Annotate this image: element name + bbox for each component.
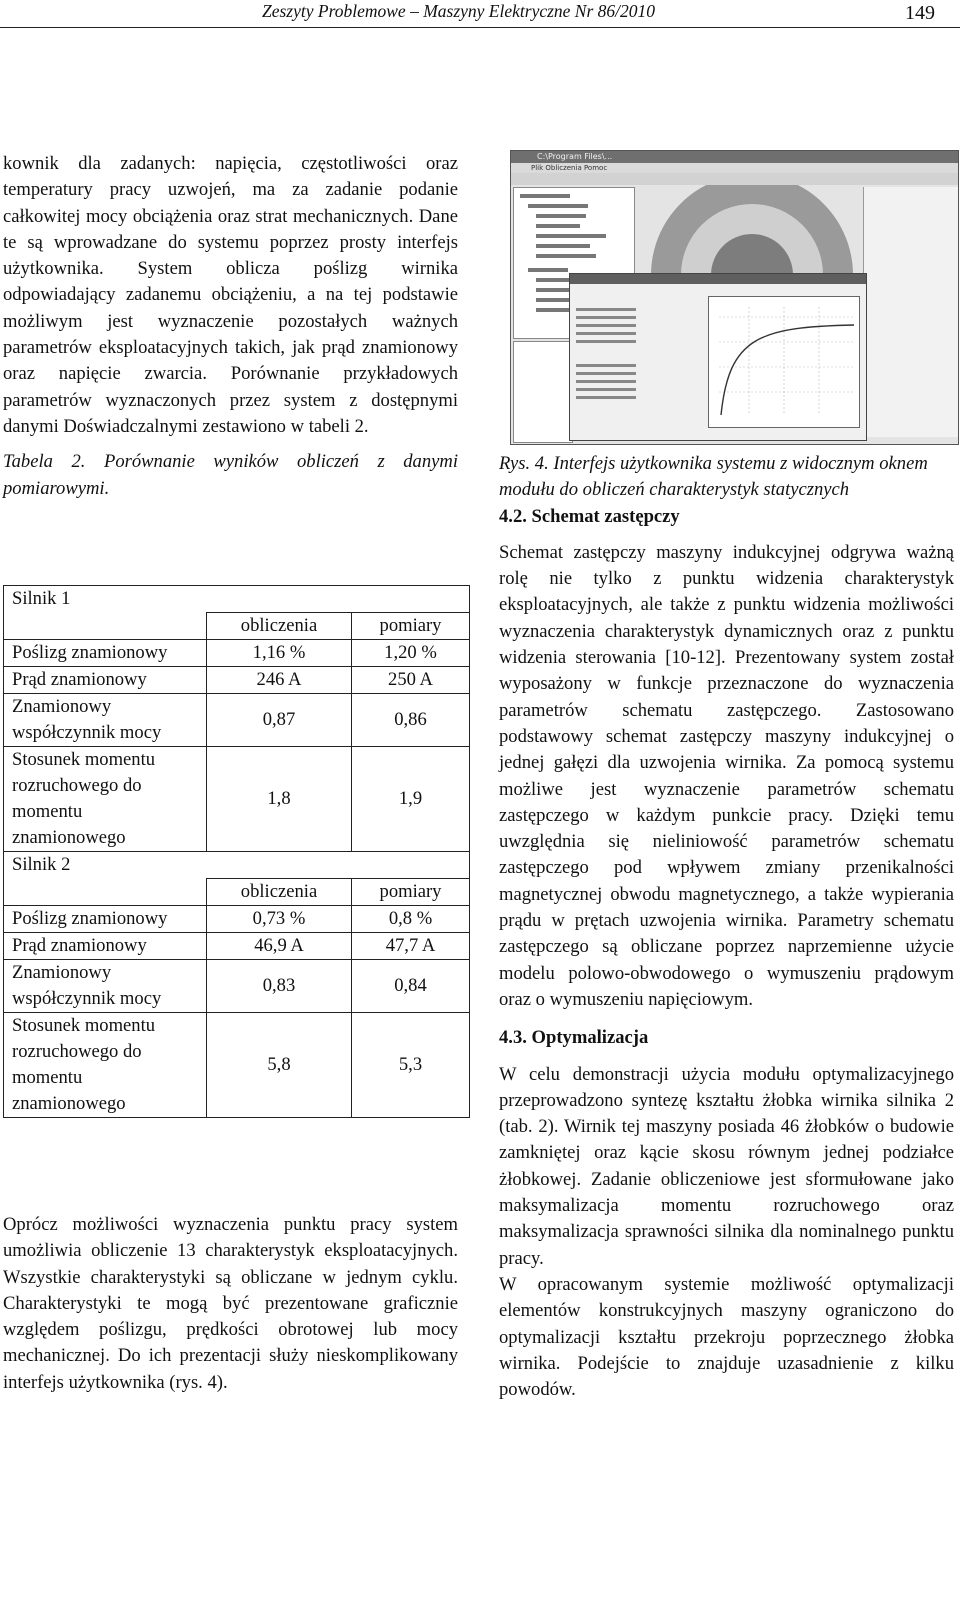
characteristic-curve-icon — [708, 296, 860, 428]
table-caption: Tabela 2. Porównanie wyników obliczeń z danymi pomiarowymi. — [3, 451, 458, 499]
table-row — [4, 747, 470, 852]
equivalent-circuit-paragraph: Schemat zastępczy maszyny indukcyjnej odgrywa ważną rolę nie tylko z punktu widzenia charakterystyk eksploatacyjnych, ale także z punktu widzenia możliwości wyznaczenia charakterystyk dynamicznych oraz z punktu widzenia sterowania [10-12]. Prezentowany system został wyposażony w funkcje przeznaczone do wyznaczenia parametrów schematu zastępczego. Zastosowano podstawowy schemat zastępczy maszyny indukcyjnej o jednej gałęzi dla uzwojenia wirnika. Za pomocą systemu możliwe jest wyznaczenie parametrów schematu zastępczego w każdym punkcie pracy. Dzięki temu uwzględnia się nieliniowość parametrów schematu zastępczego pod wpływem zmiany przenikalności magnetycznej obwodu magnetycznego, a także wypierania prądu w prętach uzwojenia wirnika. Parametry schematu zastępczego są obliczane poprzez naprzemienne użycie modelu polowo-obwodowego o wymuszeniu prądowym oraz o wymuszeniu napięciowym. — [499, 541, 954, 1010]
meas-value: 5,3 — [352, 1013, 470, 1118]
characteristics-paragraph: Oprócz możliwości wyznaczenia punktu pracy system umożliwia obliczenie 13 charakterystyk eksploatacyjnych. Wszystkie charakterystyki są obliczane w jednym cyklu. Charakterystyki te mogą być prezentowane graficznie względem poślizgu, prędkości obrotowej lub mocy mechanicznej. Do ich prezentacji służy nieskomplikowany interfejs użytkownika (rys. 4). — [3, 1214, 458, 1393]
row-label: Poślizg znamionowy — [4, 640, 207, 667]
running-header — [0, 0, 960, 30]
calc-value: 0,73 % — [207, 906, 352, 933]
page-number: 149 — [905, 2, 935, 24]
calc-value: 0,87 — [207, 694, 352, 747]
meas-value: 0,84 — [352, 960, 470, 1013]
journal-title: Zeszyty Problemowe – Maszyny Elektryczne Nr 86/2010 — [262, 1, 656, 21]
row-label: Prąd znamionowy — [4, 667, 207, 694]
table-row — [4, 960, 470, 1013]
meas-value: 250 A — [352, 667, 470, 694]
optimization-paragraph-1: W celu demonstracji użycia modułu optymalizacyjnego przeprowadzono syntezę kształtu żłobka wirnika silnika 2 (tab. 2). Wirnik tej maszyny posiada 46 żłobków o budowie zamkniętej oraz kącie skosu równym jednej podziałce żłobkowej. Zadanie obliczeniowe jest sformułowane jako maksymalizacja momentu rozruchowego oraz maksymalizacja sprawności silnika dla nominalnego punktu pracy. — [499, 1063, 954, 1269]
calc-value: 246 A — [207, 667, 352, 694]
row-label: Poślizg znamionowy — [4, 906, 207, 933]
meas-value: 0,8 % — [352, 906, 470, 933]
optimization-paragraph-2: W opracowanym systemie możliwość optymalizacji elementów konstrukcyjnych maszyny ograniczono do optymalizacji kształtu przekroju poprzecznego żłobka wirnika. Podejście to znajduje uzasadnienie z kilku powodów. — [499, 1273, 954, 1401]
table-row — [4, 667, 470, 694]
row-label: Stosunek momentu rozruchowego do momentu znamionowego — [4, 1013, 207, 1118]
row-label: Stosunek momentu rozruchowego do momentu znamionowego — [4, 747, 207, 852]
app-menubar: Plik Obliczenia Pomoc — [511, 163, 958, 173]
motor-cross-section-icon — [641, 185, 863, 275]
motor1-title: Silnik 1 — [4, 586, 470, 613]
characteristics-dialog[interactable] — [569, 273, 867, 441]
meas-value: 1,9 — [352, 747, 470, 852]
app-toolbar — [511, 173, 958, 185]
motor2-title: Silnik 2 — [4, 852, 470, 879]
meas-value: 47,7 A — [352, 933, 470, 960]
left-column — [3, 151, 458, 502]
row-label: Znamionowy współczynnik mocy — [4, 960, 207, 1013]
col-calc-header: obliczenia — [207, 613, 352, 640]
table-row — [4, 1013, 470, 1118]
header-rule — [0, 27, 960, 28]
table-row — [4, 694, 470, 747]
col-meas-header: pomiary — [352, 879, 470, 906]
col-calc-header: obliczenia — [207, 879, 352, 906]
table-row — [4, 933, 470, 960]
table-row — [4, 640, 470, 667]
meas-value: 1,20 % — [352, 640, 470, 667]
app-titlebar: C:\Program Files\... — [511, 151, 958, 163]
properties-panel[interactable] — [513, 341, 573, 443]
calc-value: 0,83 — [207, 960, 352, 1013]
figure-4-screenshot — [510, 150, 959, 445]
comparison-table — [3, 585, 470, 1118]
calc-value: 1,16 % — [207, 640, 352, 667]
header-blank-cell — [4, 879, 207, 906]
figure-caption: Rys. 4. Interfejs użytkownika systemu z widocznym oknem modułu do obliczeń charakterystyk statycznych — [499, 453, 928, 501]
row-label: Znamionowy współczynnik mocy — [4, 694, 207, 747]
header-blank-cell — [4, 613, 207, 640]
row-label: Prąd znamionowy — [4, 933, 207, 960]
intro-paragraph: kownik dla zadanych: napięcia, częstotliwości oraz temperatury pracy uzwojeń, ma za zadanie podanie całkowitej mocy obciążenia oraz strat mechanicznych. Dane te są wprowadzane do systemu poprzez prosty interfejs użytkownika. System oblicza poślizg wirnika odpowiadający zadanemu obciążeniu, a na tej podstawie możliwym jest wyznaczenie pozostałych ważnych parametrów eksploatacyjnych takich, jak prąd znamionowy oraz napięcie zwarcia. Porównanie przykładowych parametrów wyznaczonych przez system z dostępnymi danymi Doświadczalnymi zestawiono w tabeli 2. — [3, 153, 458, 437]
calc-value: 5,8 — [207, 1013, 352, 1118]
section-4-2-heading: 4.2. Schemat zastępczy — [499, 505, 680, 527]
left-column-bottom — [3, 1212, 458, 1396]
right-column — [499, 451, 954, 1403]
section-4-3-heading: 4.3. Optymalizacja — [499, 1027, 649, 1049]
col-meas-header: pomiary — [352, 613, 470, 640]
meas-value: 0,86 — [352, 694, 470, 747]
calc-value: 1,8 — [207, 747, 352, 852]
right-panel — [863, 187, 958, 437]
table-row — [4, 906, 470, 933]
calc-value: 46,9 A — [207, 933, 352, 960]
